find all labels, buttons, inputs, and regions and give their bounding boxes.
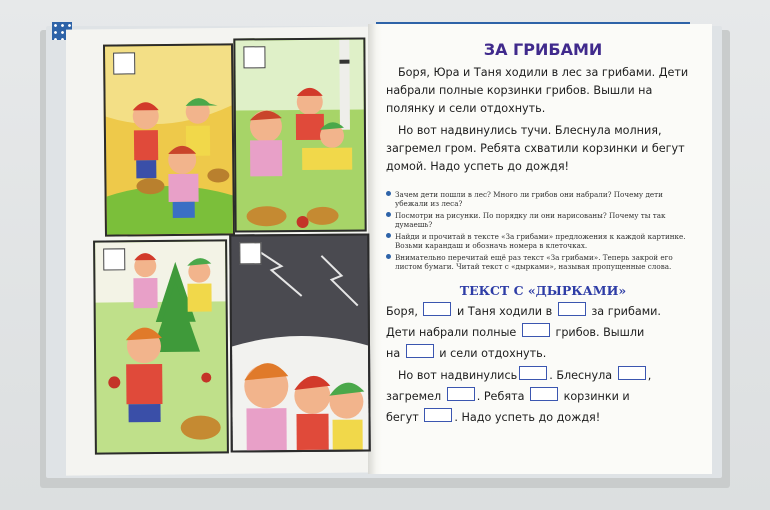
gap-line-4-part-c: , — [647, 369, 652, 382]
gap-line-2 — [386, 323, 702, 341]
story-paragraph-1: Боря, Юра и Таня ходили в лес за грибами. Дети набрали полные корзинки грибов. Вышли на полянку и сели отдохнуть. — [386, 66, 689, 115]
blank-box[interactable] — [618, 366, 646, 380]
gap-line-3-part-b: и сели отдохнуть. — [439, 347, 547, 360]
gap-line-1-part-a: Боря, — [386, 305, 418, 318]
question-1 — [386, 190, 695, 208]
gap-line-2-part-b: грибов. Вышли — [555, 326, 645, 339]
question-4-text: Внимательно перечитай ещё раз текст «За грибами». Теперь закрой его листом бумаги. Читай текст с «дырками», называя пропущенные слова. — [395, 253, 673, 271]
gap-line-1-part-c: за грибами. — [591, 305, 661, 318]
blank-box[interactable] — [519, 366, 547, 380]
picture-3-picking — [93, 239, 229, 454]
gap-line-4-part-a: Но вот надвинулись — [398, 369, 518, 382]
gap-line-5-part-a: загремел — [386, 390, 442, 403]
gap-line-1 — [386, 302, 702, 320]
gap-line-3 — [386, 344, 702, 362]
picture-2-number-box[interactable] — [243, 46, 265, 68]
picture-1-running — [103, 43, 235, 236]
story-title: ЗА ГРИБАМИ — [483, 40, 603, 59]
blank-box[interactable] — [530, 387, 558, 401]
picture-3-number-box[interactable] — [103, 248, 125, 270]
gap-line-2-part-a: Дети набрали полные — [386, 326, 517, 339]
gap-line-4 — [386, 366, 702, 384]
gap-line-3-part-a: на — [386, 347, 401, 360]
gap-line-6-part-a: бегут — [386, 411, 419, 424]
picture-3-art — [95, 241, 227, 452]
picture-2-resting — [233, 38, 366, 233]
question-2 — [386, 211, 695, 229]
story-paragraph-2: Но вот надвинулись тучи. Блеснула молния, загремел гром. Ребята схватили корзинки и бегут домой. Надо успеть до дождя! — [386, 124, 685, 173]
picture-4-art — [231, 236, 368, 451]
picture-4-storm — [229, 234, 371, 453]
question-4 — [386, 253, 695, 271]
blank-box[interactable] — [558, 302, 586, 316]
gap-line-6 — [386, 408, 702, 426]
bullet-icon — [386, 212, 391, 217]
picture-1-number-box[interactable] — [113, 52, 135, 74]
gap-line-6-part-b: . Надо успеть до дождя! — [454, 411, 601, 424]
bullet-icon — [386, 233, 391, 238]
gap-line-1-part-b: и Таня ходили в — [457, 305, 553, 318]
blank-box[interactable] — [447, 387, 475, 401]
picture-4-number-box[interactable] — [239, 242, 261, 264]
blank-box[interactable] — [423, 302, 451, 316]
gap-text-title: ТЕКСТ С «ДЫРКАМИ» — [459, 283, 627, 298]
gap-line-4-part-b: . Блеснула — [549, 369, 613, 382]
gap-line-5 — [386, 387, 702, 405]
gap-line-5-part-b: . Ребята — [476, 390, 525, 403]
blank-box[interactable] — [424, 408, 452, 422]
question-3-text: Найди и прочитай в тексте «За грибами» предложения к каждой картинке. Возьми карандаш и обозначь номера в клеточках. — [395, 232, 686, 250]
question-2-text: Посмотри на рисунки. По порядку ли они нарисованы? Почему ты так думаешь? — [395, 211, 666, 229]
blank-box[interactable] — [406, 344, 434, 358]
gap-line-5-part-c: корзинки и — [563, 390, 630, 403]
question-3 — [386, 232, 695, 250]
bullet-icon — [386, 254, 391, 259]
question-1-text: Зачем дети пошли в лес? Много ли грибов они набрали? Почему дети убежали из леса? — [395, 190, 663, 208]
bullet-icon — [386, 191, 391, 196]
blank-box[interactable] — [522, 323, 550, 337]
